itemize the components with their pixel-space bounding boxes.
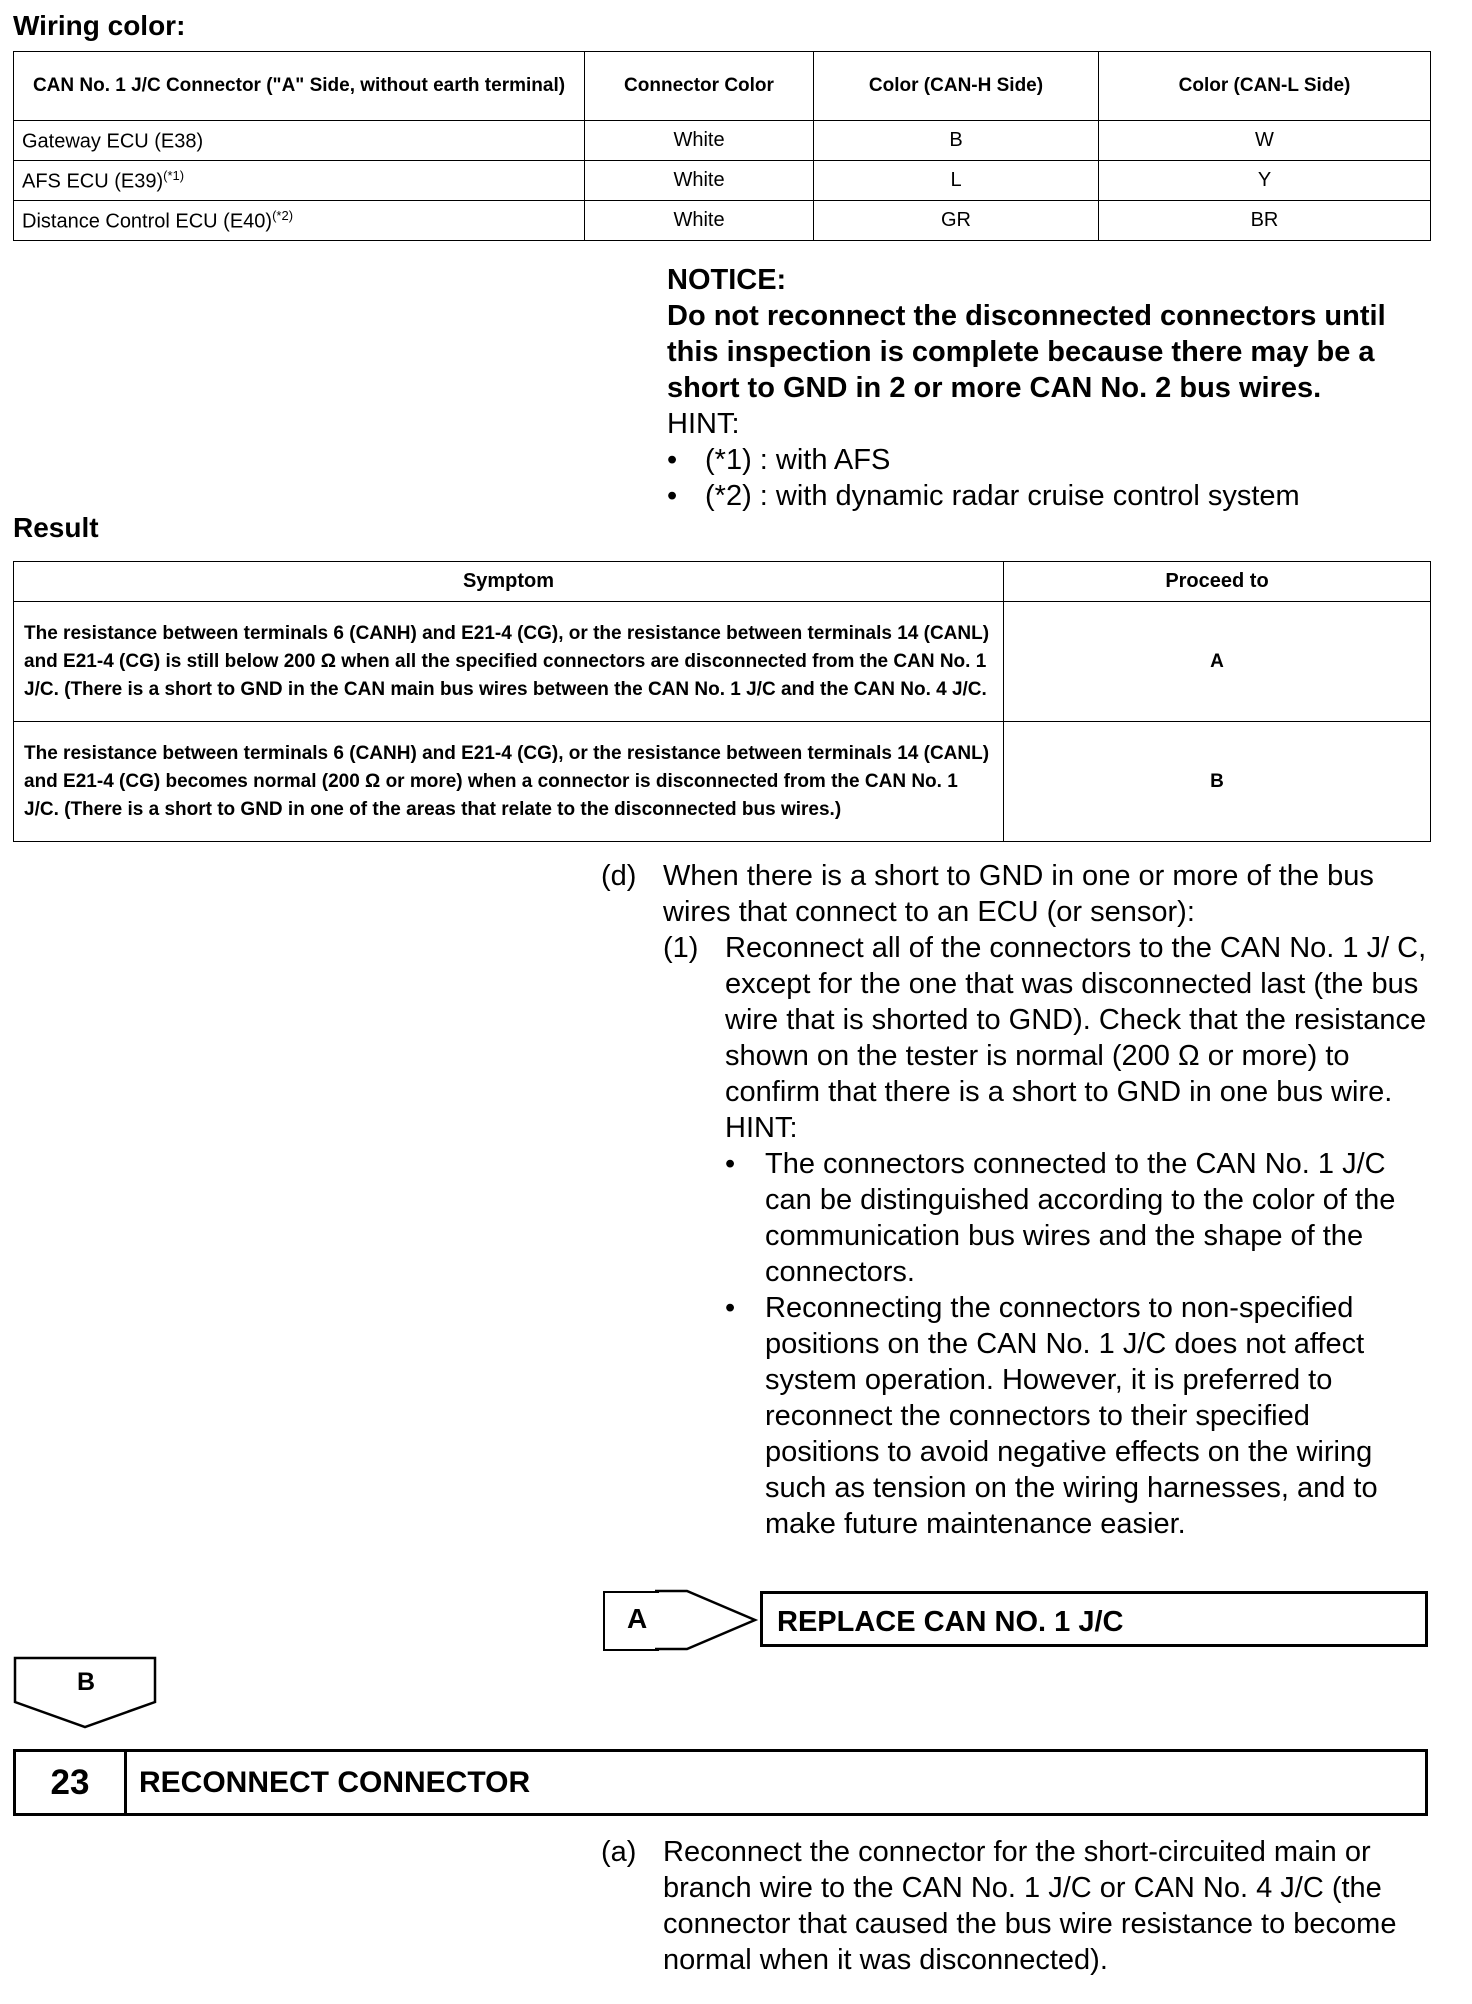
table-header: Color (CAN-L Side) [1099,52,1431,121]
step-text: Reconnect the connector for the short-circuited main or branch wire to the CAN No. 1 J/C or CAN No. 4 J/C (the connector that caused the bus wire resistance to become normal when it was disconnected). [663,1836,1397,1976]
hint-list [667,442,1437,514]
result-b-label: B [76,1668,96,1696]
step-text: When there is a short to GND in one or more of the bus wires that connect to an ECU (or sensor): [663,860,1374,928]
step-label: (d) [601,860,637,892]
hint-list [725,1146,1431,1542]
notice-title: NOTICE: [667,264,787,296]
wiring-color-table [13,51,1431,241]
substep-text: Reconnect all of the connectors to the CAN No. 1 J/ C, except for the one that was disconnected last (the bus wire that is shorted to GND). Check that the resistance shown on the tester is normal (200 Ω or more) to confirm that there is a short to GND in one bus wire. [725,932,1427,1108]
list-item: • Reconnecting the connectors to non-specified positions on the CAN No. 1 J/C does not affect system operation. However, it is preferred to reconnect the connectors to their specified positions to avoid negative effects on the wiring such as tension on the wiring harnesses, and to make future maintenance easier. [725,1290,1431,1542]
step-23-a [601,1834,1431,1978]
result-heading: Result [13,512,99,543]
notice-block [667,262,1437,514]
table-row [14,161,1431,201]
table-row [14,201,1431,241]
table-cell: White [585,121,814,161]
step-number: 23 [16,1752,127,1813]
table-header: Symptom [14,562,1004,602]
notice-text: Do not reconnect the disconnected connectors until this inspection is complete because there may be a short to GND in 2 or more CAN No. 2 bus wires. [667,300,1386,404]
table-header: Proceed to [1004,562,1431,602]
step-d [601,858,1431,1542]
table-cell: B [814,121,1099,161]
table-header: Connector Color [585,52,814,121]
substep-label: (1) [663,932,699,964]
step-title: RECONNECT CONNECTOR [139,1765,531,1799]
replace-action-box: REPLACE CAN NO. 1 J/C [760,1591,1428,1647]
list-item: • The connectors connected to the CAN No. 1 J/C can be distinguished according to the color of the communication bus wires and the shape of the connectors. [725,1146,1431,1290]
table-cell: L [814,161,1099,201]
table-row [14,602,1431,722]
list-item: • (*2) : with dynamic radar cruise control system [667,478,1437,514]
table-cell: W [1099,121,1431,161]
hint-label: HINT: [725,1112,798,1144]
arrow-right-icon [655,1589,763,1651]
table-cell: B [1004,722,1431,842]
result-a-tag: A [603,1591,659,1651]
table-cell: The resistance between terminals 6 (CANH) and E21-4 (CG), or the resistance between terminals 14 (CANL) and E21-4 (CG) becomes normal (200 Ω or more) when a connector is disconnected from the CAN No. 1 J/C. (There is a short to GND in one of the areas that relate to the disconnected bus wires.) [14,722,1004,842]
hint-label: HINT: [667,408,740,440]
table-row [14,121,1431,161]
result-table [13,561,1431,842]
table-header: CAN No. 1 J/C Connector ("A" Side, without earth terminal) [14,52,585,121]
table-cell: GR [814,201,1099,241]
wiring-color-heading: Wiring color: [13,10,186,41]
table-cell: Y [1099,161,1431,201]
step-23-header [13,1749,1428,1816]
table-cell: Gateway ECU (E38) [14,121,585,161]
table-cell: AFS ECU $(E39)^{(*1)}$ [14,161,585,201]
table-header: Color (CAN-H Side) [814,52,1099,121]
table-row [14,722,1431,842]
step-label: (a) [601,1836,637,1868]
table-cell: BR [1099,201,1431,241]
table-cell: A [1004,602,1431,722]
table-cell: White [585,161,814,201]
table-cell: Distance Control ECU $(E40)^{(*2)}$ [14,201,585,241]
table-cell: The resistance between terminals 6 (CANH) and E21-4 (CG), or the resistance between terminals 14 (CANL) and E21-4 (CG) is still below 200 Ω when all the specified connectors are disconnected from the CAN No. 1 J/C. (There is a short to GND in the CAN main bus wires between the CAN No. 1 J/C and the CAN No. 4 J/C. [14,602,1004,722]
list-item: • (*1) : with AFS [667,442,1437,478]
table-cell: White [585,201,814,241]
